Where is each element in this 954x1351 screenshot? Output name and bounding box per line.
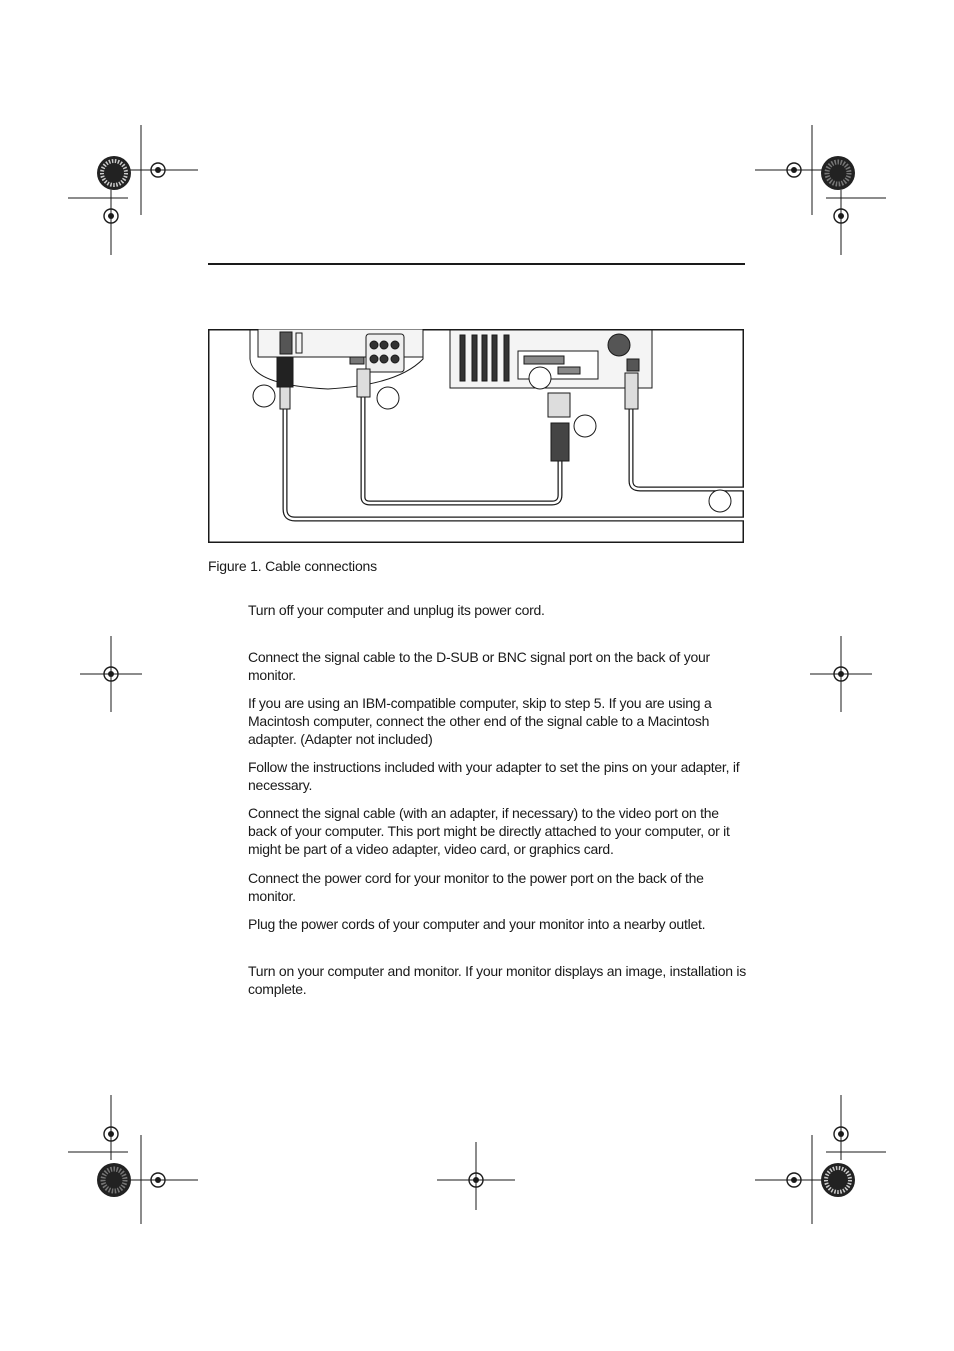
step-2: Connect the signal cable to the D-SUB or BNC signal port on the back of your monitor. [248,649,710,683]
header-rule [208,263,745,265]
step-7: Plug the power cords of your computer and your monitor into a nearby outlet. [248,916,706,932]
step-1: Turn off your computer and unplug its power cord. [248,602,545,618]
callout-2 [377,387,399,409]
figure-caption: Figure 1. Cable connections [208,558,377,574]
step-6: Connect the power cord for your monitor to the power port on the back of the monitor. [248,870,704,904]
callout-3 [529,367,551,389]
callout-4 [574,415,596,437]
callout-5 [709,490,731,512]
step-5: Connect the signal cable (with an adapter, if necessary) to the video port on the back of your computer. This port might be directly attached to your computer, or it might be part of a video adapter, video card, or graphics card. [248,805,730,857]
cable-connections-diagram [208,329,744,543]
callout-1 [253,385,275,407]
step-8: Turn on your computer and monitor. If your monitor displays an image, installation is complete. [248,963,747,997]
step-4: Follow the instructions included with your adapter to set the pins on your adapter, if necessary. [248,759,740,793]
step-3: If you are using an IBM-compatible computer, skip to step 5. If you are using a Macintosh computer, connect the other end of the signal cable to a Macintosh adapter. (Adapter not included) [248,695,712,747]
